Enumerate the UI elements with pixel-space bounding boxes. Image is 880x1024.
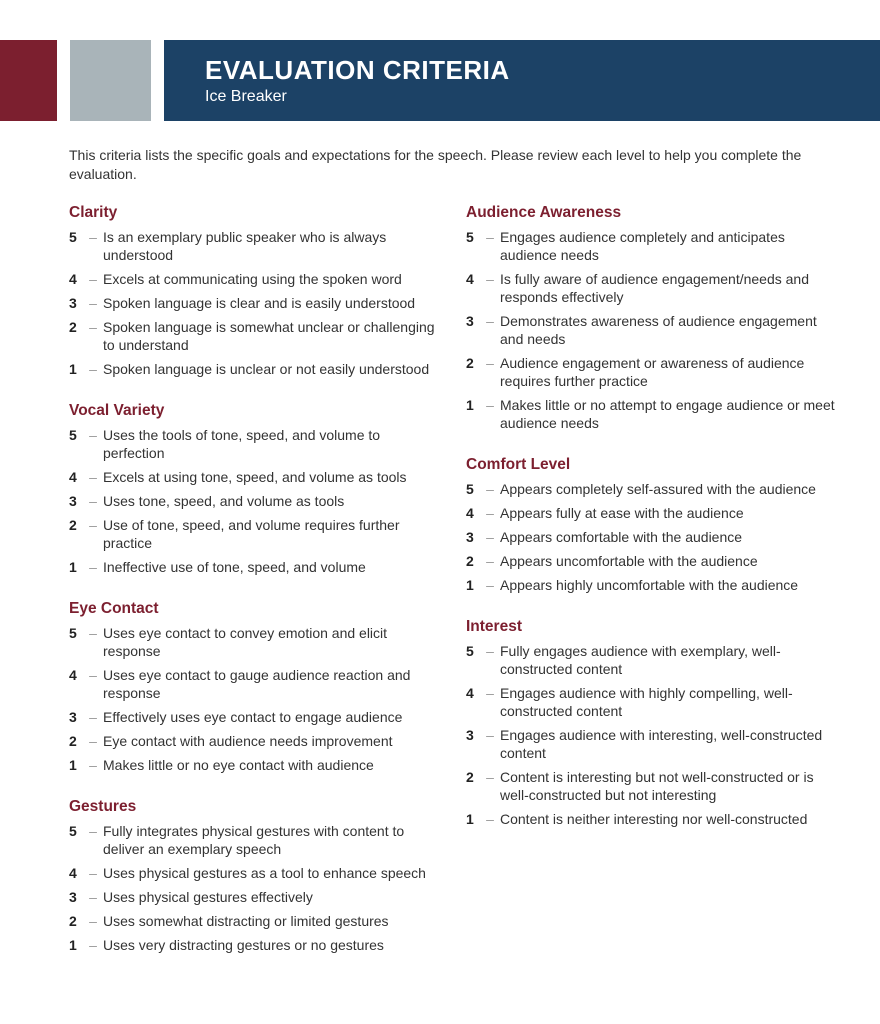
criteria-item: [69, 468, 439, 486]
criteria-text: Audience engagement or awareness of audience requires further practice: [500, 355, 805, 389]
criteria-text: Appears uncomfortable with the audience: [500, 553, 758, 569]
criteria-text: Is fully aware of audience engagement/needs and responds effectively: [500, 271, 809, 305]
section-interest: [466, 617, 836, 828]
score-number: 4: [466, 271, 474, 287]
criteria-text: Spoken language is clear and is easily understood: [103, 295, 416, 311]
dash-separator: –: [89, 757, 97, 773]
dash-separator: –: [89, 733, 97, 749]
criteria-item: [466, 354, 836, 390]
score-number: 2: [69, 517, 77, 533]
criteria-text: Engages audience completely and anticipates audience needs: [500, 229, 785, 263]
criteria-item: [466, 312, 836, 348]
criteria-item: [466, 726, 836, 762]
dash-separator: –: [89, 427, 97, 443]
criteria-item: [466, 528, 836, 546]
page-title: EVALUATION CRITERIA: [205, 55, 510, 85]
score-number: 2: [69, 913, 77, 929]
score-number: 1: [69, 559, 77, 575]
criteria-text: Uses physical gestures as a tool to enhance speech: [103, 865, 426, 881]
score-number: 5: [69, 427, 77, 443]
criteria-item: [69, 756, 439, 774]
criteria-text: Makes little or no eye contact with audience: [103, 757, 374, 773]
section-audience-awareness: [466, 203, 836, 432]
dash-separator: –: [486, 229, 494, 245]
section-comfort-level: [466, 455, 836, 594]
dash-separator: –: [89, 229, 97, 245]
section-title: Gestures: [69, 798, 137, 815]
criteria-item: [69, 294, 439, 312]
score-number: 5: [466, 481, 474, 497]
score-number: 5: [69, 229, 77, 245]
section-title: Comfort Level: [466, 456, 571, 473]
section-gestures: [69, 797, 439, 954]
criteria-item: [466, 642, 836, 678]
score-number: 3: [466, 529, 474, 545]
dash-separator: –: [89, 709, 97, 725]
score-number: 1: [466, 577, 474, 593]
section-title: Eye Contact: [69, 600, 159, 617]
criteria-text: Appears comfortable with the audience: [500, 529, 743, 545]
header-grey-block: [70, 40, 151, 121]
score-number: 3: [69, 709, 77, 725]
criteria-text: Uses the tools of tone, speed, and volume to perfection: [103, 427, 381, 461]
criteria-text: Uses eye contact to convey emotion and elicit response: [103, 625, 388, 659]
criteria-text: Ineffective use of tone, speed, and volume: [103, 559, 366, 575]
criteria-item: [69, 912, 439, 930]
dash-separator: –: [486, 769, 494, 785]
score-number: 4: [69, 469, 77, 485]
criteria-text: Eye contact with audience needs improvement: [103, 733, 393, 749]
dash-separator: –: [486, 553, 494, 569]
criteria-item: [69, 228, 439, 264]
criteria-text: Appears completely self-assured with the audience: [500, 481, 816, 497]
criteria-item: [466, 504, 836, 522]
criteria-item: [466, 576, 836, 594]
criteria-text: Demonstrates awareness of audience engagement and needs: [500, 313, 817, 347]
dash-separator: –: [89, 937, 97, 953]
section-title: Audience Awareness: [466, 204, 622, 221]
section-vocal-variety: [69, 401, 439, 576]
dash-separator: –: [89, 865, 97, 881]
dash-separator: –: [89, 559, 97, 575]
score-number: 5: [69, 625, 77, 641]
dash-separator: –: [89, 469, 97, 485]
section-title: Interest: [466, 618, 522, 635]
dash-separator: –: [486, 643, 494, 659]
criteria-item: [466, 810, 836, 828]
score-number: 1: [466, 811, 474, 827]
score-number: 1: [69, 937, 77, 953]
dash-separator: –: [486, 481, 494, 497]
criteria-text: Engages audience with highly compelling, well-constructed content: [500, 685, 793, 719]
criteria-item: [466, 270, 836, 306]
criteria-item: [69, 822, 439, 858]
score-number: 4: [69, 865, 77, 881]
criteria-text: Fully engages audience with exemplary, well-constructed content: [500, 643, 781, 677]
criteria-text: Makes little or no attempt to engage audience or meet audience needs: [500, 397, 835, 431]
criteria-item: [69, 888, 439, 906]
criteria-text: Appears fully at ease with the audience: [500, 505, 744, 521]
criteria-item: [69, 318, 439, 354]
dash-separator: –: [486, 355, 494, 371]
criteria-item: [69, 270, 439, 288]
score-number: 1: [466, 397, 474, 413]
section-eye-contact: [69, 599, 439, 774]
dash-separator: –: [486, 727, 494, 743]
criteria-text: Uses eye contact to gauge audience reaction and response: [103, 667, 411, 701]
score-number: 3: [69, 889, 77, 905]
dash-separator: –: [89, 271, 97, 287]
dash-separator: –: [89, 913, 97, 929]
criteria-text: Uses tone, speed, and volume as tools: [103, 493, 345, 509]
criteria-item: [69, 360, 439, 378]
criteria-text: Uses very distracting gestures or no gestures: [103, 937, 384, 953]
dash-separator: –: [89, 319, 97, 335]
dash-separator: –: [486, 313, 494, 329]
criteria-item: [466, 768, 836, 804]
dash-separator: –: [486, 811, 494, 827]
criteria-item: [466, 684, 836, 720]
score-number: 4: [466, 505, 474, 521]
criteria-item: [69, 426, 439, 462]
dash-separator: –: [89, 361, 97, 377]
score-number: 3: [466, 727, 474, 743]
dash-separator: –: [486, 529, 494, 545]
criteria-text: Use of tone, speed, and volume requires further practice: [103, 517, 400, 551]
criteria-item: [466, 552, 836, 570]
dash-separator: –: [486, 505, 494, 521]
criteria-item: [69, 732, 439, 750]
dash-separator: –: [89, 667, 97, 683]
score-number: 2: [69, 733, 77, 749]
dash-separator: –: [89, 625, 97, 641]
dash-separator: –: [486, 577, 494, 593]
score-number: 2: [69, 319, 77, 335]
score-number: 4: [466, 685, 474, 701]
score-number: 4: [69, 667, 77, 683]
criteria-item: [466, 396, 836, 432]
criteria-text: Content is interesting but not well-constructed or is well-constructed but not interesting: [500, 769, 814, 803]
score-number: 5: [69, 823, 77, 839]
criteria-item: [69, 492, 439, 510]
criteria-item: [466, 480, 836, 498]
right-column: [466, 203, 836, 851]
criteria-text: Appears highly uncomfortable with the audience: [500, 577, 799, 593]
section-clarity: [69, 203, 439, 378]
left-column: [69, 203, 439, 977]
dash-separator: –: [486, 397, 494, 413]
score-number: 1: [69, 757, 77, 773]
intro-text: This criteria lists the specific goals and expectations for the speech. Please review each level to help you complete the evaluation.: [69, 147, 802, 182]
dash-separator: –: [89, 295, 97, 311]
criteria-text: Spoken language is somewhat unclear or challenging to understand: [103, 319, 435, 353]
dash-separator: –: [486, 685, 494, 701]
criteria-item: [69, 558, 439, 576]
criteria-text: Spoken language is unclear or not easily understood: [103, 361, 430, 377]
criteria-text: Is an exemplary public speaker who is always understood: [103, 229, 387, 263]
score-number: 5: [466, 229, 474, 245]
criteria-text: Fully integrates physical gestures with content to deliver an exemplary speech: [103, 823, 405, 857]
criteria-text: Engages audience with interesting, well-constructed content: [500, 727, 823, 761]
criteria-item: [69, 666, 439, 702]
criteria-item: [69, 936, 439, 954]
criteria-text: Uses somewhat distracting or limited gestures: [103, 913, 389, 929]
score-number: 2: [466, 553, 474, 569]
dash-separator: –: [89, 889, 97, 905]
header-red-block: [0, 40, 57, 121]
score-number: 5: [466, 643, 474, 659]
criteria-text: Excels at using tone, speed, and volume as tools: [103, 469, 407, 485]
criteria-item: [466, 228, 836, 264]
dash-separator: –: [89, 823, 97, 839]
criteria-item: [69, 864, 439, 882]
criteria-text: Content is neither interesting nor well-constructed: [500, 811, 808, 827]
header-band: [164, 40, 880, 121]
score-number: 2: [466, 769, 474, 785]
criteria-text: Uses physical gestures effectively: [103, 889, 313, 905]
criteria-item: [69, 624, 439, 660]
criteria-item: [69, 516, 439, 552]
page-subtitle: Ice Breaker: [205, 88, 287, 105]
section-title: Clarity: [69, 204, 118, 221]
dash-separator: –: [486, 271, 494, 287]
score-number: 4: [69, 271, 77, 287]
score-number: 1: [69, 361, 77, 377]
dash-separator: –: [89, 493, 97, 509]
section-title: Vocal Variety: [69, 402, 165, 419]
score-number: 3: [69, 295, 77, 311]
score-number: 2: [466, 355, 474, 371]
criteria-text: Effectively uses eye contact to engage audience: [103, 709, 403, 725]
dash-separator: –: [89, 517, 97, 533]
score-number: 3: [466, 313, 474, 329]
criteria-item: [69, 708, 439, 726]
score-number: 3: [69, 493, 77, 509]
criteria-text: Excels at communicating using the spoken word: [103, 271, 402, 287]
